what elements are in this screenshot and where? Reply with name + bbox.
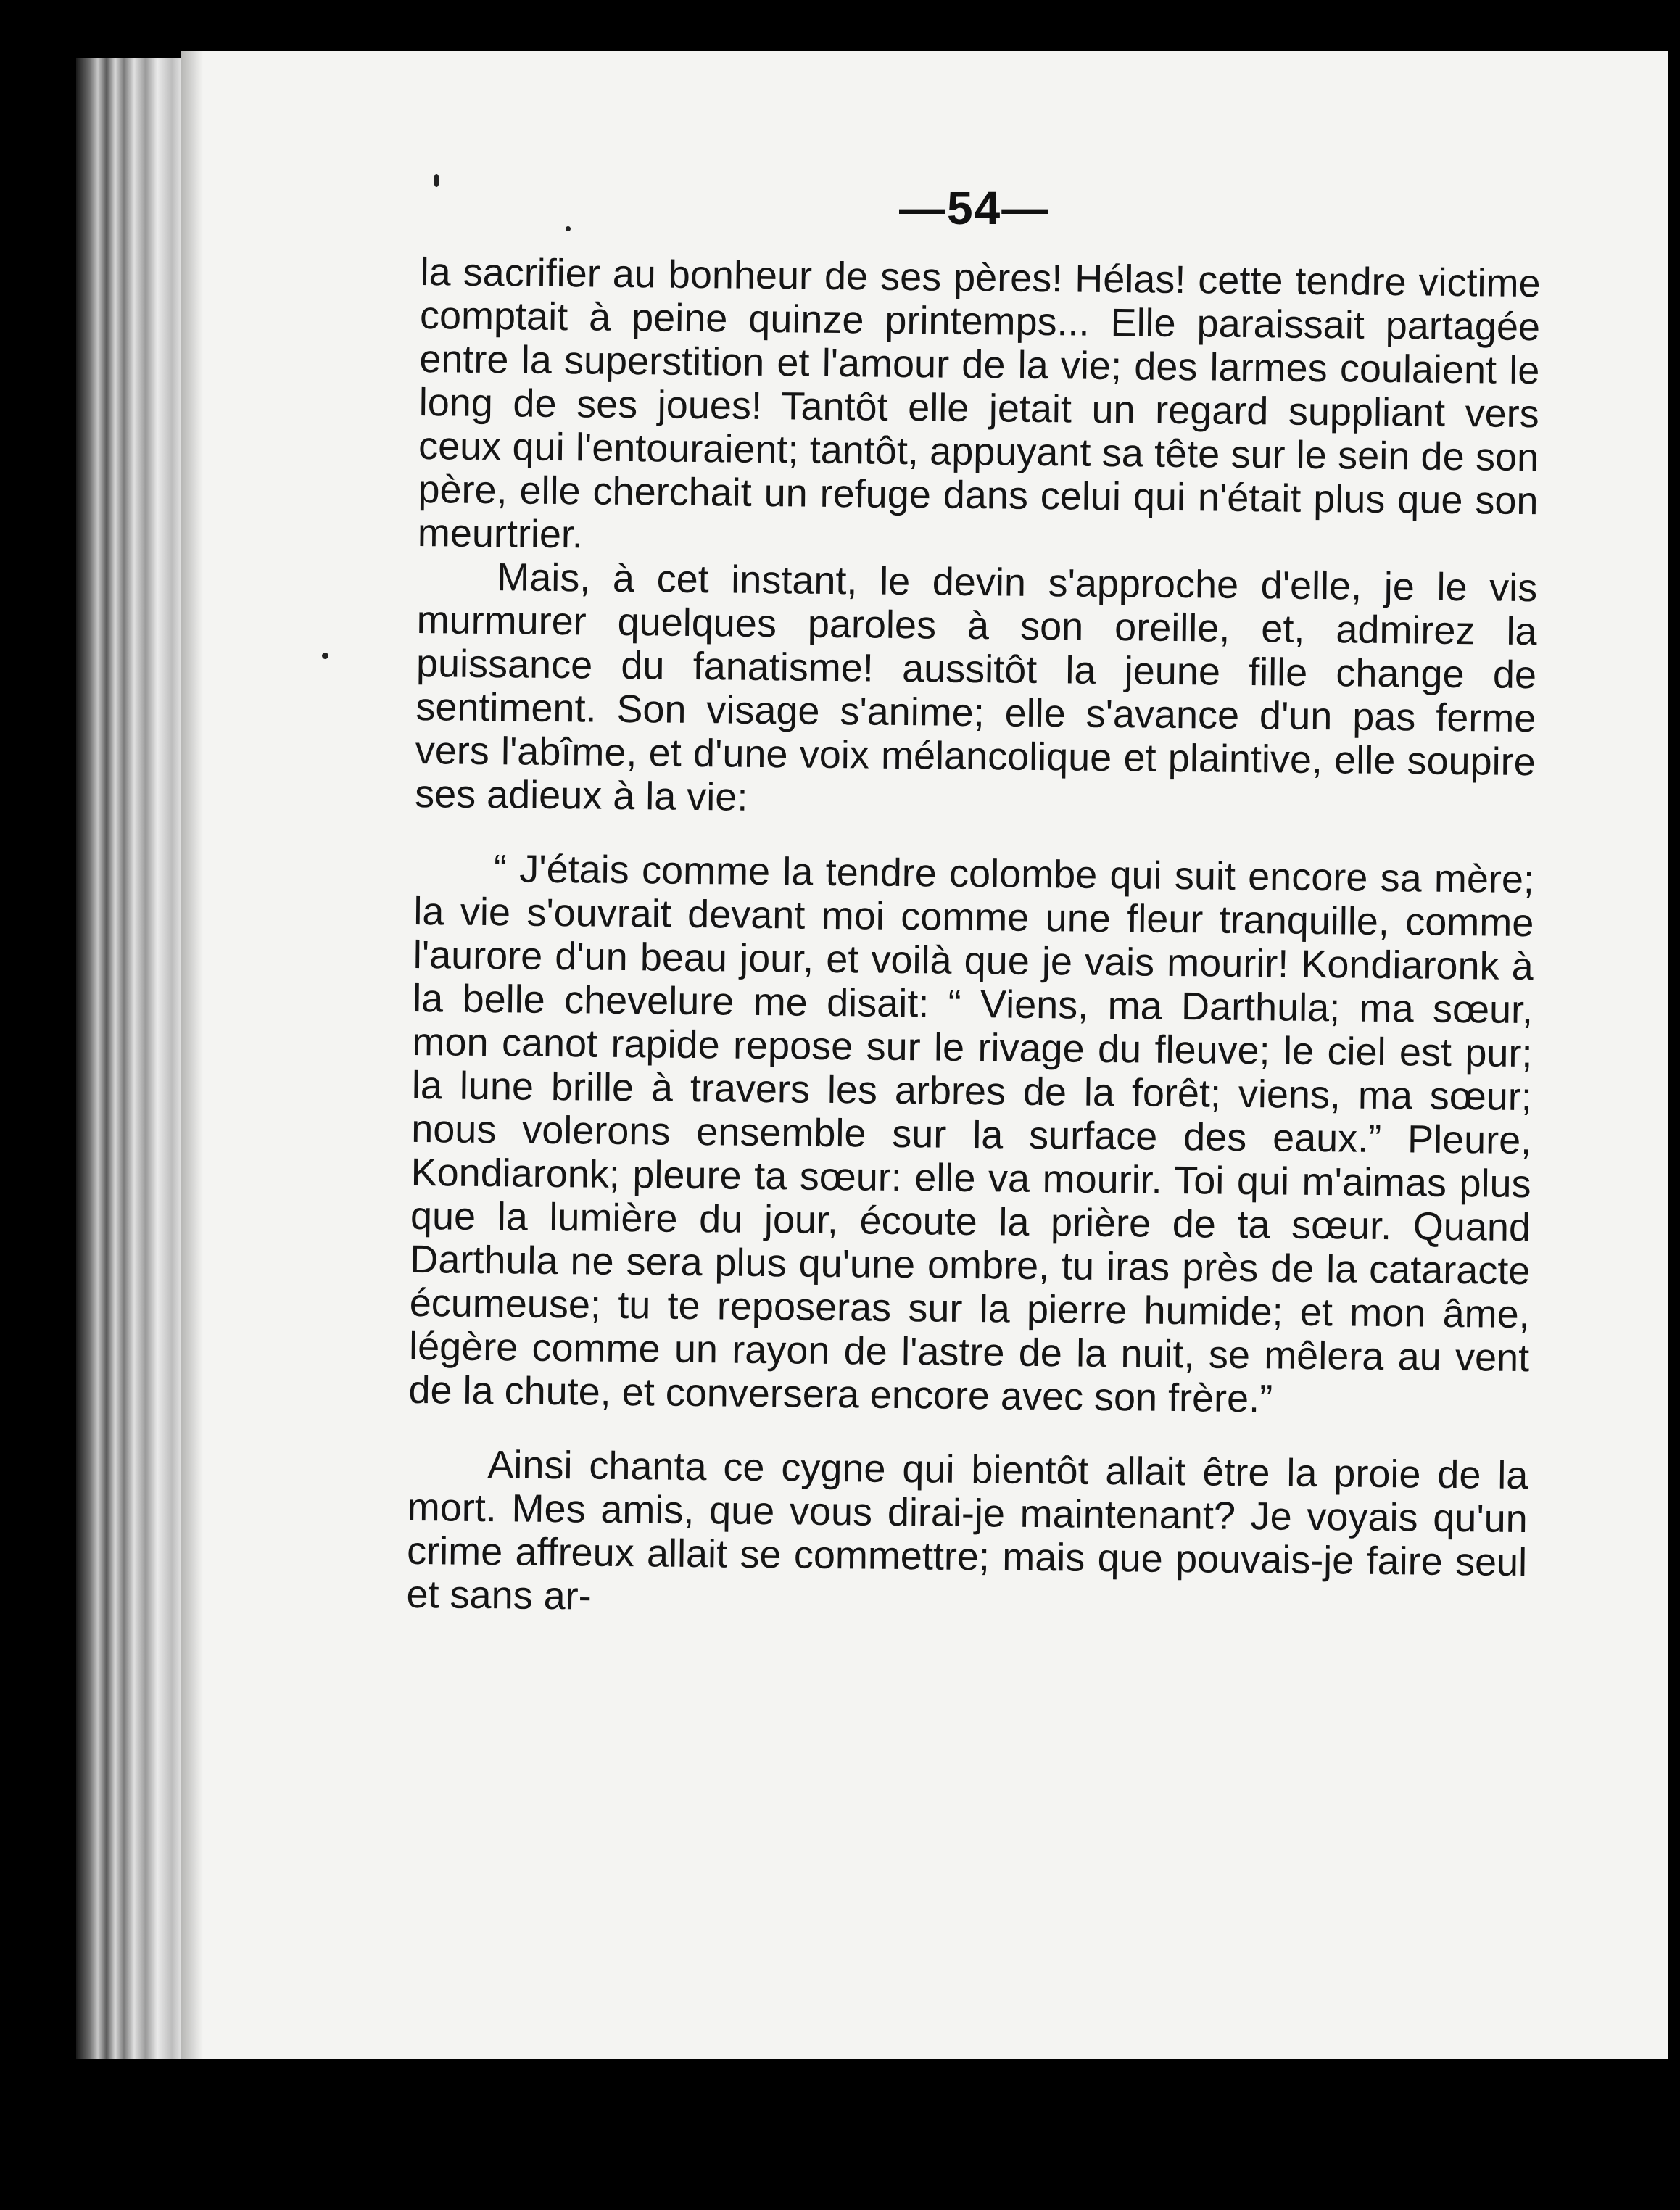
ink-speck [566,226,571,231]
paragraph: Mais, à cet instant, le devin s'approche d'elle, je le vis murmurer quelques paroles à son oreille, et, admirez la puissance du fanatisme! aussitôt la jeune fille change de sentiment. Son visage s'anime; elle s'avance d'un pas ferme vers l'abîme, et d'une voix mélancolique et plaintive, elle soupire ses adieux à la vie: [414,555,1538,819]
body-text [406,250,1541,1628]
paragraph: la sacrifier au bonheur de ses pères! Hélas! cette tendre victime comptait à peine quinze printemps... Elle paraissait partagée entre la superstition et l'amour de la vie; des larmes coulaient le long de ses joues! Tantôt elle jetait un regard suppliant vers ceux qui l'entouraient; tantôt, appuyant sa tête sur le sein de son père, elle cherchait un refuge dans celui qui n'était plus que son meurtrier. [417,250,1541,557]
ink-speck [434,174,439,187]
quoted-lament: “ J'étais comme la tendre colombe qui suit encore sa mère; la vie s'ouvrait devant moi comme une fleur tranquille, comme l'aurore d'un beau jour, et voilà que je vais mourir! Kondiaronk à la belle chevelure me disait: “ Viens, ma Darthula; ma sœur, mon canot rapide repose sur le rivage du fleuve; le ciel est pur; la lune brille à travers les arbres de la forêt; viens, ma sœur; nous volerons ensemble sur la surface des eaux.” Pleure, Kondiaronk; pleure ta sœur: elle va mourir. Toi qui m'aimas plus que la lumière du jour, écoute la prière de ta sœur. Quand Darthula ne sera plus qu'une ombre, tu iras près de la cataracte écumeuse; tu te reposeras sur la pierre humide; et mon âme, légère comme un rayon de l'astre de la nuit, se mêlera au vent de la chute, et conversera encore avec son frère.” [408,847,1535,1421]
ink-speck [322,653,328,659]
gutter-shadow [181,51,203,2059]
paragraph: Ainsi chanta ce cygne qui bientôt allait être la proie de la mort. Mes amis, que vous dirai-je maintenant? Je voyais qu'un crime affreux allait se commettre; mais que pouvais-je faire seul et sans ar- [406,1443,1528,1618]
page-number: —54— [899,182,1050,234]
